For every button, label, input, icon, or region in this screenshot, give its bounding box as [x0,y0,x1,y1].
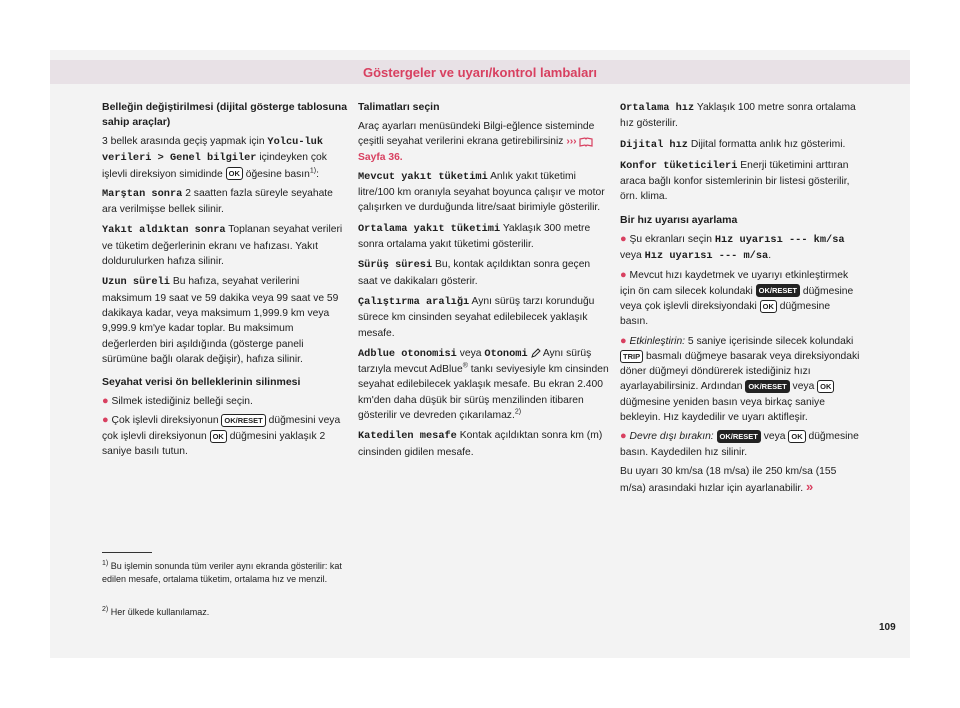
definition-text: Toplanan seyahat verileri ve tüketim değerlerinin ekranı ve hafızası. Yakıt doldurulurken hafıza silinir. [102,224,343,268]
ok-button-icon: OK [210,430,227,443]
footnote-1: $^{1)}$ Bu işlemin sonunda tüm veriler aynı ekranda gösterilir: kat edilen mesafe, ortalama tüketim, ortalama hız ve menzil. [102,560,342,584]
bullet-item: ● Devre dışı bırakın: OK/RESET veya OK düğmesine basın. Kaydedilen hız silinir. [620,430,859,458]
definition-term: Katedilen mesafe [358,430,457,443]
definition-item [358,294,610,341]
definition-term: Yakıt aldıktan sonra [102,224,226,237]
ok-reset-button-icon: OK/RESET [756,284,800,297]
definition-text: Kontak açıldıktan sonra km (m) cinsinden gidilen mesafe. [358,430,603,458]
memory-intro: 3 bellek arasında geçiş yapmak için Yolcu-luk verileri > Genel bilgiler içindeyken çok işlevli direksiyon simidinde OK öğesine basın$^{1)}$: [102,136,327,180]
ok-reset-button-icon: OK/RESET [717,430,761,443]
bullet-item: ● Etkinleştirin: 5 saniye içerisinde silecek kolundaki TRIP basmalı düğmeye basarak veya direksiyondaki döner düğmeyi döndürerek istediğiniz hızı ayarlayabilirsiniz. Ardından OK/RESET veya OK düğmesine yeniden basın veya birkaç saniye bekleyin. Hız kaydedilir ve uyarı aktifleşir. [620,334,860,424]
heading-speed-warning: Bir hız uyarısı ayarlama [620,213,738,226]
section-header [50,60,910,84]
bullet-dot-icon: ● [102,414,109,427]
definition-term: Marştan sonra [102,187,183,200]
ok-reset-button-icon: OK/RESET [221,414,265,427]
instructions-intro: Araç ayarları menüsündeki Bilgi-eğlence sisteminde çeşitli seyahat verilerini ekrana getirebilirsiniz ››› Sayfa 36. [358,121,595,163]
ok-button-icon: OK [817,380,834,393]
bullet-dot-icon: ● [620,232,627,245]
ok-button-icon: OK [226,167,243,180]
reference-arrows: ››› [566,136,577,148]
ok-reset-button-icon: OK/RESET [745,380,789,393]
bullet-dot-icon: ● [102,395,109,408]
bullet-item: ● Silmek istediğiniz belleği seçin. [102,395,253,408]
ok-button-icon: OK [788,430,805,443]
footnote-ref-2: 2) [514,408,522,416]
definition-text: 2 saatten fazla süreyle seyahate ara verilmişse bellek silinir. [102,187,333,216]
column-3 [620,100,860,501]
definition-text: Enerji tüketimini arttıran araca bağlı konfor sistemlerinin bir listesi gösterilir, örn. klima. [620,159,850,203]
menu-path: Yolcu-luk verileri > Genel bilgiler [102,136,324,165]
definition-text: Aynı sürüş tarzı korunduğu sürece km cinsinden seyahat edilebilecek yaklaşık mesafe. [358,295,595,339]
pen-icon [531,348,541,358]
definition-term: Mevcut yakıt tüketimi [358,170,488,183]
bullet-dot-icon: ● [620,430,627,443]
definition-text: Yaklaşık 100 metre sonra ortalama hız gösterilir. [620,102,856,130]
definition-term: Uzun süreli [102,276,170,289]
definition-term: Sürüş süresi [358,259,433,272]
definition-term-alt: Otonomi [484,347,528,360]
bullet-dot-icon: ● [620,269,627,282]
column-1 [102,100,348,463]
footnote-2: $^{2)}$ Her ülkede kullanılamaz. [102,606,210,617]
heading-select-instructions: Talimatları seçin [358,101,440,113]
heading-memory-change: Belleğin değiştirilmesi (dijital gösterge tablosuna sahip araçlar) [102,101,348,128]
definition-item [620,100,860,132]
definition-item [358,257,610,289]
definition-item [102,186,348,218]
trip-button-icon: TRIP [620,350,643,363]
ok-button-icon: OK [760,300,777,313]
definition-text: Bu hafıza, seyahat verilerini maksimum 19 saat ve 59 dakika veya 99 saat ve 59 dakikaya kadar, veya maksimum 1,999.9 km veya 9,999.9 km'ye kadar toplar. Bu maksimum değerlerden biri aşıldığında (gösterge paneli sürümüne bağlı olarak değişir), hafıza silinir. [102,276,339,365]
definition-item [358,221,610,253]
definition-item [620,137,860,153]
bullet-item: ● Mevcut hızı kaydetmek ve uyarıyı etkinleştirmek için ön cam silecek kolundaki OK/RESET düğmesine veya çok işlevli direksiyondaki OK düğmesine basın. [620,269,854,328]
definition-term: Konfor tüketicileri [620,159,738,172]
definition-term: Ortalama hız [620,102,695,114]
definition-text: Bu, kontak açıldıktan sonra geçen saat ve dakikaları gösterir. [358,259,591,287]
definition-item: Adblue otonomisi veya Otonomi Aynı sürüş tarzıyla mevcut AdBlue® tankı seviyesiyle km cinsinden seyahat edilebilecek yaklaşık mesafe. Bu ekran 2.400 km'den daha düşük bir sürüş menzilinden itibaren gösterilir ve devreden çıkarılamaz.$^{2)}$ [358,347,609,422]
definition-term: Dijital hız [620,138,688,151]
definition-term: Çalıştırma aralığı [358,295,470,308]
speed-range-note: Bu uyarı 30 km/sa (18 m/sa) ile 250 km/sa (155 m/sa) arasındaki hızlar için ayarlanabilir. » [620,465,837,495]
bullet-item: ● Çok işlevli direksiyonun OK/RESET düğmesini veya çok işlevli direksiyonun OK düğmesini yaklaşık 2 saniye basılı tutun. [102,414,341,458]
definition-term: Adblue otonomisi [358,347,457,360]
continue-arrow-icon: » [806,479,814,495]
heading-clear-memory: Seyahat verisi ön belleklerinin silinmesi [102,376,301,389]
footnote-ref-1: 1) [309,167,317,175]
page-number: 109 [879,622,896,633]
definition-term: Ortalama yakıt tüketimi [358,222,501,235]
section-title: Göstergeler ve uyarı/kontrol lambaları [362,64,598,80]
book-reference-icon [579,137,593,147]
definition-text: Dijital formatta anlık hız gösterimi. [690,138,846,150]
definition-item [620,158,860,205]
definition-item [102,274,348,367]
definition-item [358,428,610,460]
bullet-item: ● Şu ekranları seçin Hız uyarısı --- km/sa veya Hız uyarısı --- m/sa. [620,232,845,263]
definition-text: Yaklaşık 300 metre sonra ortalama yakıt tüketimi gösterilir. [358,222,591,251]
footnote-divider [102,552,152,553]
definition-item [358,169,610,216]
column-2 [358,100,610,465]
page-reference-link[interactable]: Sayfa 36. [358,151,403,163]
bullet-dot-icon: ● [620,334,627,347]
definition-item [102,222,348,269]
definition-text: Anlık yakıt tüketimi litre/100 km oranıyla seyahat boyunca çalışır ve motor çalışırken ve durduğunda litre/saat birimiyle gösterilir. [358,170,605,214]
